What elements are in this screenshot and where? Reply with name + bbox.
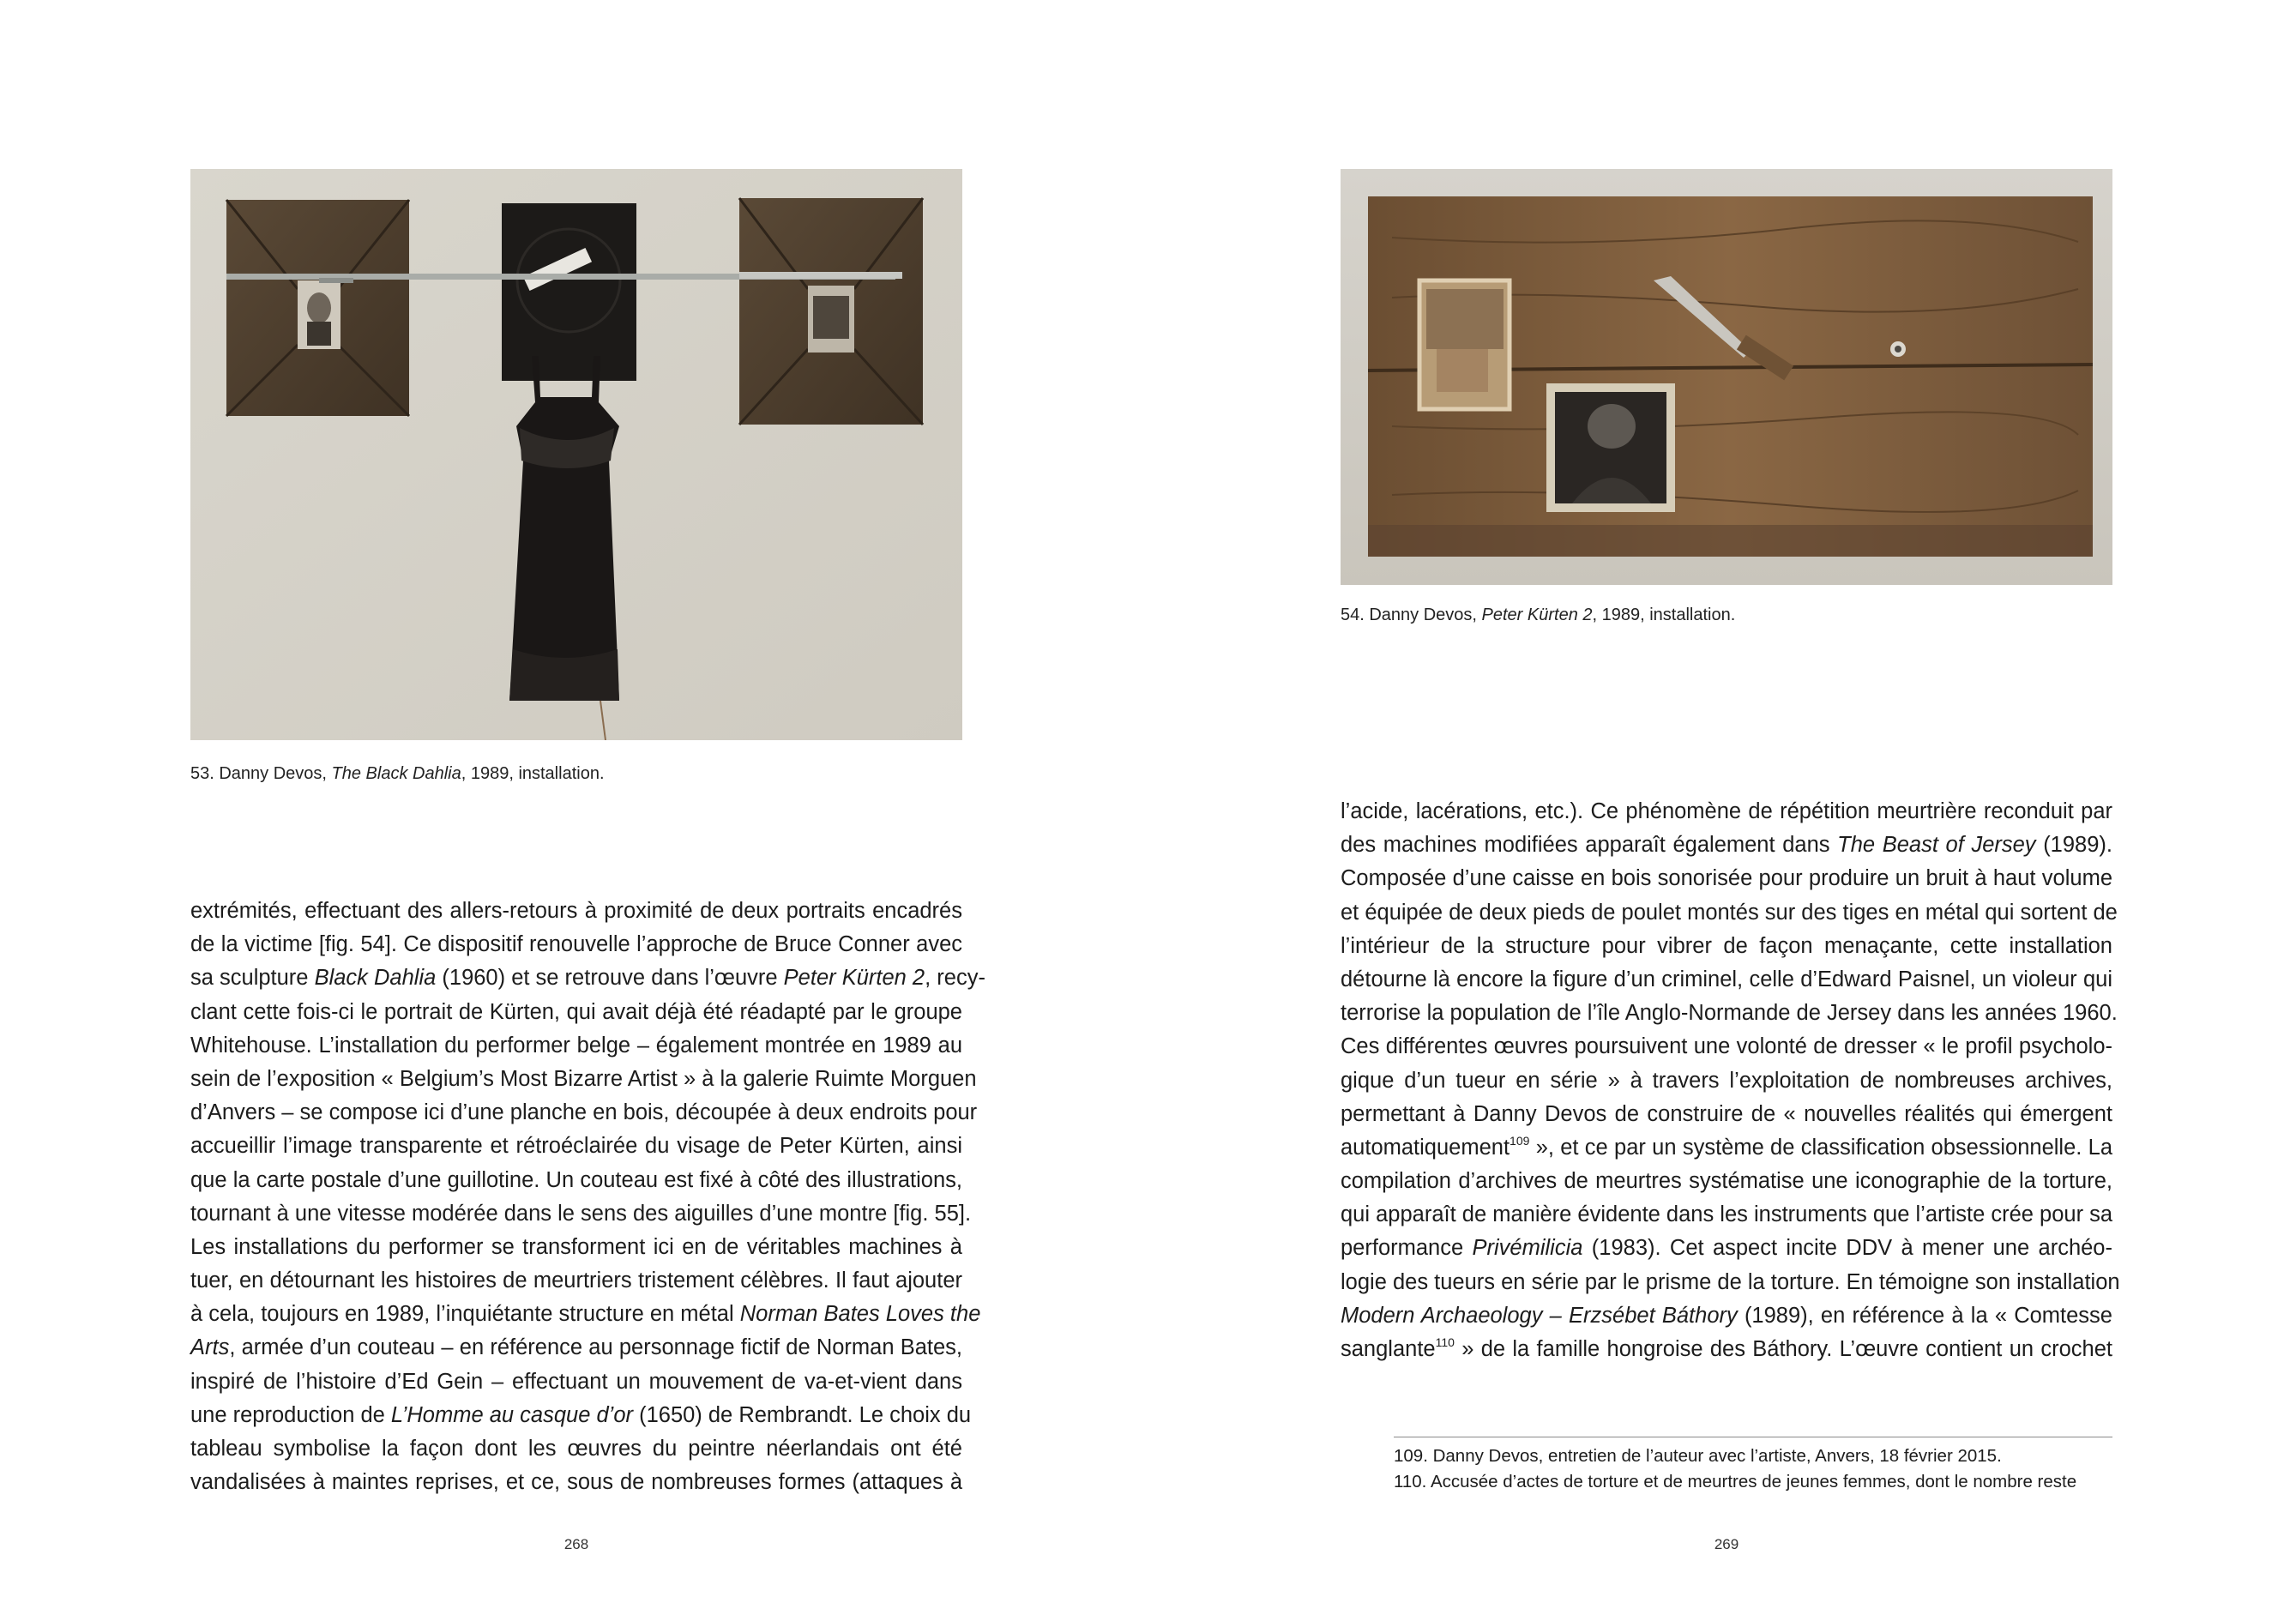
page-number: 269: [1714, 1536, 1739, 1552]
caption-title: Peter Kürten 2: [1481, 606, 1593, 624]
text-line: [1341, 997, 2118, 1030]
text-line: [190, 1432, 962, 1466]
text-line: [190, 1130, 962, 1163]
text-line: [1341, 1333, 2112, 1366]
text-run: Les installations du performer se transforment ici en de véritables machines à: [190, 1234, 962, 1259]
italic-title: L’Homme au casque d’or: [390, 1402, 633, 1427]
italic-title: The Beast of Jersey: [1837, 833, 2036, 858]
text-line: [190, 1331, 962, 1365]
text-run: tableau symbolise la façon dont les œuvres du peintre néerlandais ont été: [190, 1437, 962, 1461]
text-run: permettant à Danny Devos de construire de « nouvelles réalités qui émergent: [1341, 1101, 2112, 1126]
text-line: [1341, 1030, 2112, 1064]
text-run: inspiré de l’histoire d’Ed Gein – effectuant un mouvement de va-et-vient dans: [190, 1369, 962, 1394]
text-line: [190, 1197, 972, 1231]
italic-title: Arts: [190, 1335, 230, 1360]
text-run: » de la famille hongroise des Báthory. L’œuvre contient un crochet: [1454, 1337, 2112, 1361]
text-run: tournant à une vitesse modérée dans le sens des aiguilles d’une montre [fig. 55].: [190, 1201, 972, 1226]
footnote-reference: 110: [1435, 1335, 1455, 1349]
text-run: gique d’un tueur en série » à travers l’exploitation de nombreuses archives,: [1341, 1068, 2112, 1093]
text-line: [190, 1063, 977, 1096]
text-run: sein de l’exposition « Belgium’s Most Bizarre Artist » à la galerie Ruimte Morguen: [190, 1066, 977, 1091]
text-run: extrémités, effectuant des allers-retours à proximité de deux portraits encadrés: [190, 899, 962, 923]
text-run: tuer, en détournant les histoires de meurtriers tristement célèbres. Il faut ajouter: [190, 1268, 962, 1293]
text-run: performance: [1341, 1236, 1473, 1261]
text-line: [190, 1399, 972, 1432]
italic-title: Modern Archaeology – Erzsébet Báthory: [1341, 1303, 1738, 1328]
right-body-text: [1341, 795, 2120, 1366]
italic-title: Peter Kürten 2: [783, 966, 925, 991]
text-line: [190, 1231, 962, 1264]
text-line: [1341, 1198, 2112, 1232]
text-line: [190, 1298, 981, 1331]
text-line: [1341, 1165, 2112, 1198]
text-run: qui apparaît de manière évidente dans les instruments que l’artiste crée pour sa: [1341, 1202, 2113, 1227]
text-run: », et ce par un système de classification obsessionnelle. La: [1529, 1135, 2112, 1160]
text-run: que la carte postale d’une guillotine. Un couteau est fixé à côté des illustrations,: [190, 1167, 962, 1192]
caption-number: 53. Danny Devos,: [190, 764, 332, 783]
caption-title: The Black Dahlia: [331, 764, 461, 783]
text-run: sa sculpture: [190, 966, 315, 991]
text-run: l’intérieur de la structure pour vibrer de façon menaçante, cette installation: [1341, 933, 2112, 958]
text-run: vandalisées à maintes reprises, et ce, sous de nombreuses formes (attaques à: [190, 1470, 962, 1495]
caption-number: 54. Danny Devos,: [1341, 606, 1482, 624]
footnote-2: 110. Accusée d’actes de torture et de meurtres de jeunes femmes, dont le nombre reste: [1394, 1472, 2077, 1491]
text-run: Ces différentes œuvres poursuivent une volonté de dresser « le profil psycholo-: [1341, 1034, 2112, 1059]
kurten-portrait: [1546, 383, 1675, 512]
text-line: [1341, 829, 2112, 862]
text-line: [1341, 1064, 2112, 1098]
text-run: l’acide, lacérations, etc.). Ce phénomène de répétition meurtrière reconduit par: [1341, 799, 2112, 823]
caption-rest: , 1989, installation.: [461, 764, 605, 783]
text-line: [1341, 963, 2112, 997]
text-line: [190, 1164, 962, 1197]
left-body-text: [190, 895, 985, 1499]
text-run: (1960) et se retrouve dans l’œuvre: [436, 966, 784, 991]
italic-title: Privémilicia: [1472, 1236, 1583, 1261]
footnotes: [1394, 1443, 2112, 1495]
footnote-1: 109. Danny Devos, entretien de l’auteur avec l’artiste, Anvers, 18 février 2015.: [1394, 1446, 2002, 1466]
text-run: d’Anvers – se compose ici d’une planche en bois, découpée à deux endroits pour: [190, 1100, 978, 1125]
peter-kurten-installation-image: [1341, 169, 2112, 585]
text-line: [1341, 1266, 2120, 1299]
text-line: [1341, 1299, 2112, 1333]
text-run: (1989), en référence à la « Comtesse: [1737, 1303, 2112, 1328]
text-line: [1341, 1232, 2112, 1265]
text-run: Whitehouse. L’installation du performer belge – également montrée en 1989 au: [190, 1033, 962, 1058]
text-line: [1341, 1098, 2112, 1131]
text-line: [190, 928, 962, 961]
text-line: [190, 895, 962, 928]
text-line: [1341, 862, 2112, 895]
text-run: accueillir l’image transparente et rétroéclairée du visage de Peter Kürten, ainsi: [190, 1134, 962, 1159]
text-line: [190, 1365, 962, 1399]
text-line: [1341, 795, 2112, 829]
text-run: (1650) de Rembrandt. Le choix du: [633, 1402, 972, 1427]
text-run: (1983). Cet aspect incite DDV à mener une archéo-: [1582, 1236, 2112, 1261]
text-line: [190, 961, 985, 995]
footnote-reference: 109: [1510, 1133, 1530, 1148]
text-run: Composée d’une caisse en bois sonorisée pour produire un bruit à haut volume: [1341, 866, 2112, 891]
text-run: logie des tueurs en série par le prisme de la torture. En témoigne son installation: [1341, 1269, 2120, 1294]
text-run: compilation d’archives de meurtres systématise une iconographie de la torture,: [1341, 1169, 2112, 1194]
figure-53-photo: [190, 169, 962, 740]
text-run: clant cette fois-ci le portrait de Kürten, qui avait déjà été réadapté par le groupe: [190, 999, 962, 1024]
text-run: automatiquement: [1341, 1135, 1510, 1160]
text-line: [190, 1264, 962, 1298]
text-run: une reproduction de: [190, 1402, 391, 1427]
text-line: [190, 996, 962, 1029]
text-run: des machines modifiées apparaît également dans: [1341, 833, 1838, 858]
guillotine-postcard: [1419, 280, 1510, 409]
text-run: , recy-: [925, 966, 985, 991]
text-line: [190, 1466, 962, 1499]
text-line: [1341, 930, 2112, 963]
right-page: [1148, 0, 2296, 1621]
text-run: , armée d’un couteau – en référence au personnage fictif de Norman Bates,: [229, 1335, 962, 1360]
text-run: et équipée de deux pieds de poulet montés sur des tiges en métal qui sortent de: [1341, 900, 2118, 925]
text-line: [190, 1096, 978, 1130]
text-line: [1341, 1131, 2112, 1165]
figure-54-caption: [1341, 604, 1735, 626]
text-line: [1341, 896, 2118, 930]
text-run: détourne là encore la figure d’un criminel, celle d’Edward Paisnel, un violeur qui: [1341, 967, 2112, 991]
text-run: de la victime [fig. 54]. Ce dispositif renouvelle l’approche de Bruce Conner avec: [190, 932, 962, 957]
text-line: [190, 1029, 962, 1063]
center-black-box: [502, 203, 636, 381]
right-wooden-frame: [739, 198, 923, 425]
black-dahlia-installation-image: [190, 169, 962, 740]
text-run: (1989).: [2035, 833, 2112, 858]
italic-title: Black Dahlia: [314, 966, 437, 991]
text-run: terrorise la population de l’île Anglo-Normande de Jersey dans les années 1960.: [1341, 1001, 2118, 1026]
figure-53-caption: [190, 762, 605, 785]
italic-title: Norman Bates Loves the: [739, 1302, 981, 1327]
left-wooden-frame: [226, 200, 409, 416]
text-run: à cela, toujours en 1989, l’inquiétante structure en métal: [190, 1302, 740, 1327]
page-number: 268: [563, 1536, 589, 1552]
text-run: sanglante: [1341, 1337, 1436, 1361]
figure-54-photo: [1341, 169, 2112, 585]
caption-rest: , 1989, installation.: [1592, 606, 1736, 624]
